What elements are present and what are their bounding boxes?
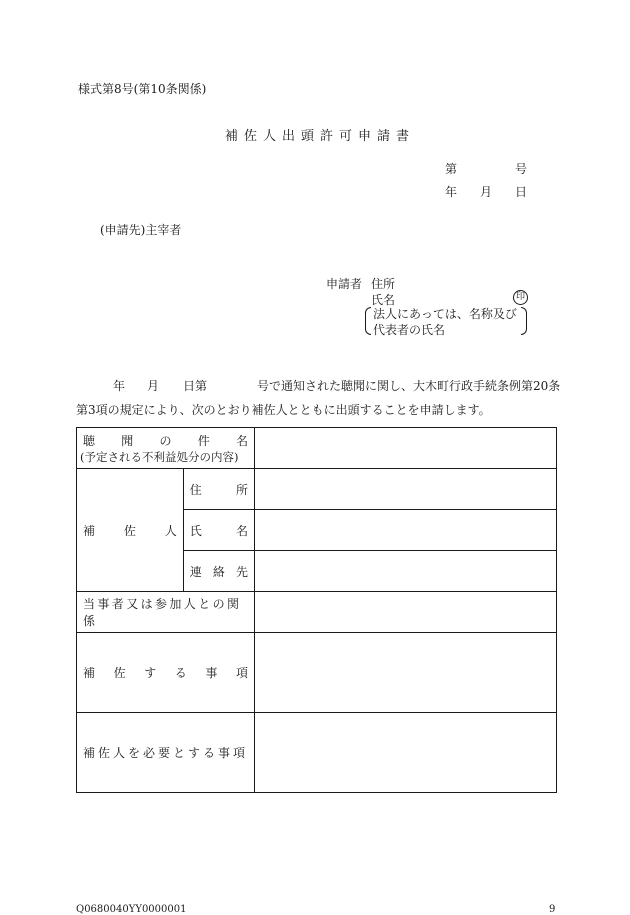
relation-label: 当事者又は参加人との関係 (83, 597, 242, 628)
applicant-address-label: 住所 (371, 277, 396, 291)
name-value-cell[interactable] (255, 510, 557, 551)
ref-number-prefix: 第 (445, 162, 458, 176)
date-month-label: 月 (480, 185, 493, 199)
relation-label-cell (77, 592, 255, 633)
body-month: 月 (147, 379, 160, 393)
label-char: 絡 (212, 564, 225, 579)
corporation-note-line2: 代表者の氏名 (373, 323, 446, 337)
label-char: 佐 (123, 523, 136, 538)
label-char: 名 (235, 523, 248, 538)
body-rest: 号で通知された聴聞に関し、大木町行政手続条例第20条 (257, 379, 561, 393)
assist-matters-label-cell (77, 633, 255, 713)
label-char: 連 (189, 564, 202, 579)
label-char: る (174, 666, 187, 680)
label-char: 補 (83, 666, 96, 680)
label-char: 佐 (113, 666, 126, 680)
assist-matters-value-cell[interactable] (255, 633, 557, 713)
assistant-label-cell (77, 469, 184, 592)
footer-code: Q0680040YY0000001 (76, 904, 187, 915)
hearing-sublabel: (予定される不利益処分の内容) (80, 449, 239, 464)
body-year: 年 (113, 379, 126, 393)
label-char: 住 (189, 482, 202, 497)
body-day-no: 日第 (183, 379, 208, 393)
date-day-label: 日 (515, 185, 528, 199)
address-label-cell (183, 469, 254, 510)
relation-value-cell[interactable] (255, 592, 557, 633)
label-char: 名 (235, 433, 248, 448)
page-number: 9 (549, 904, 556, 915)
label-char: の (159, 433, 172, 448)
label-char: 補 (83, 523, 96, 538)
left-bracket (365, 307, 371, 335)
applicant-label: 申請者 (326, 277, 363, 291)
addressee: (申請先)主宰者 (100, 223, 182, 237)
hearing-label-cell (77, 428, 255, 469)
table-row (77, 713, 557, 793)
hearing-label (83, 432, 248, 449)
assist-matters-label (83, 664, 248, 681)
label-char: 先 (235, 564, 248, 579)
right-bracket (521, 307, 527, 335)
corporation-note-line1: 法人にあっては、名称及び (373, 307, 517, 321)
body-text-line2: 第3項の規定により、次のとおり補佐人とともに出頭することを申請します。 (76, 403, 491, 417)
label-char: 聴 (83, 433, 96, 448)
label-char: 事 (205, 666, 218, 680)
label-char: 項 (235, 666, 248, 680)
contact-label (190, 563, 248, 580)
contact-label-cell (183, 551, 254, 592)
need-matters-label-cell (77, 713, 255, 793)
address-value-cell[interactable] (255, 469, 557, 510)
table-row (77, 428, 557, 469)
assistant-label (83, 522, 177, 539)
label-char: 件 (197, 433, 210, 448)
need-matters-value-cell[interactable] (255, 713, 557, 793)
address-label (190, 481, 248, 498)
label-char: 氏 (189, 523, 202, 538)
table-row (77, 469, 557, 510)
label-char: 人 (164, 523, 177, 538)
ref-number-suffix: 号 (515, 162, 528, 176)
document-title: 補佐人出頭許可申請書 (224, 129, 415, 144)
table-row (77, 592, 557, 633)
hearing-value-cell[interactable] (255, 428, 557, 469)
name-label-cell (183, 510, 254, 551)
label-char: 聞 (121, 433, 134, 448)
applicant-name-label: 氏名 (371, 293, 396, 307)
need-matters-label: 補佐人を必要とする事項 (83, 746, 249, 760)
label-char: 所 (235, 482, 248, 497)
application-table (76, 427, 557, 793)
label-char: す (144, 666, 157, 680)
table-row (77, 633, 557, 713)
seal-icon: 印 (513, 290, 528, 305)
date-year-label: 年 (445, 185, 458, 199)
form-number: 様式第8号(第10条関係) (78, 82, 207, 96)
contact-value-cell[interactable] (255, 551, 557, 592)
name-label (190, 522, 248, 539)
corporation-note (365, 305, 527, 335)
